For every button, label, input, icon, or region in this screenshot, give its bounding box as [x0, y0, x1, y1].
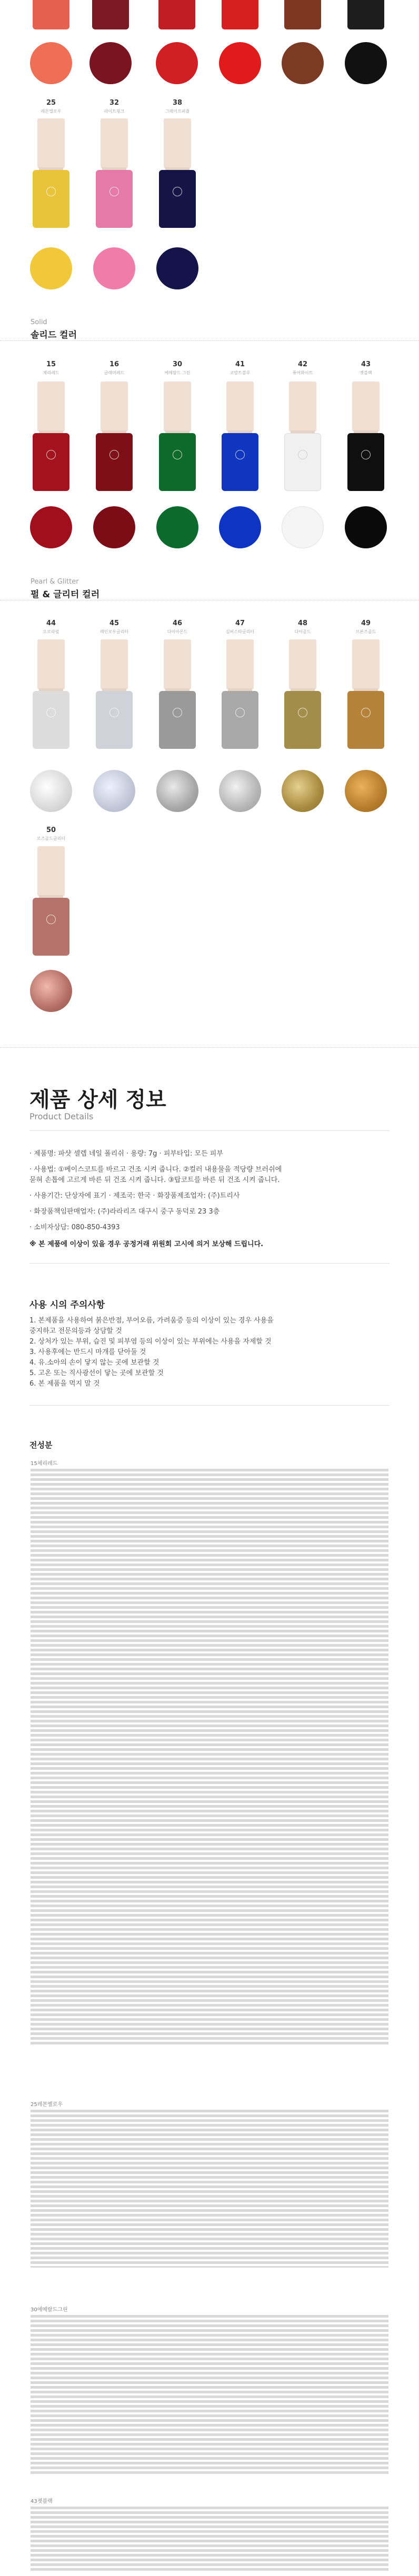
swatch-44 — [30, 770, 72, 812]
swatch-50 — [30, 970, 72, 1012]
product-name: 코발트블루 — [230, 370, 251, 375]
detail-line: · 사용법: ①베이스코트를 바르고 건조 시켜 줍니다. ②컬러 내용물을 적당량 브러쉬에 — [29, 1166, 282, 1174]
bottle-top-5 — [284, 0, 321, 29]
product-number: 32 — [109, 99, 119, 107]
bottle-44 — [33, 639, 69, 749]
caution-title: 사용 시의 주의사항 — [29, 1300, 105, 1310]
section-subtitle: Pearl & Glitter — [31, 578, 79, 586]
bottle-32 — [96, 118, 133, 228]
product-number: 49 — [361, 619, 371, 627]
bottle-47 — [222, 639, 258, 749]
bottle-45 — [96, 639, 133, 749]
swatch-45 — [93, 770, 135, 812]
swatch-41 — [219, 506, 261, 548]
product-name: 젯블랙 — [360, 370, 372, 375]
ingredient-group-label: 15체리레드 — [31, 1461, 58, 1467]
swatch-16 — [93, 506, 135, 548]
swatch-top-4 — [219, 42, 261, 84]
swatch-top-2 — [89, 42, 132, 84]
bottle-30 — [159, 382, 196, 491]
divider — [0, 340, 419, 341]
ingredient-group-label: 25레몬옐로우 — [31, 2102, 63, 2108]
detail-line: 묻혀 손톱에 고르게 바른 뒤 건조 시켜 줍니다. ③탑코트를 바른 뒤 건조 시켜 줍니다. — [29, 1176, 280, 1184]
product-name: 브론즈골드 — [355, 629, 376, 634]
swatch-38 — [156, 247, 198, 289]
detail-line: · 제품명: 파샷 셀렙 네일 폴리쉬 · 용량: 7g · 피부타입: 모든 피부 — [29, 1150, 223, 1158]
bottle-42 — [284, 382, 321, 491]
product-number: 47 — [235, 619, 245, 627]
section-subtitle: Solid — [31, 318, 47, 326]
divider — [0, 1047, 419, 1048]
ingredient-group-label: 43젯블랙 — [31, 2499, 53, 2504]
product-number: 41 — [235, 360, 245, 368]
product-number: 30 — [172, 360, 183, 368]
bottle-top-6 — [347, 0, 384, 29]
bottle-50 — [33, 846, 69, 956]
detail-line: · 사용기간: 단상자에 표기 · 제조국: 한국 · 화장품제조업자: (주)트리사 — [29, 1192, 240, 1200]
product-number: 38 — [172, 99, 183, 107]
product-name: 에메랄드 그린 — [164, 370, 191, 375]
swatch-15 — [30, 506, 72, 548]
product-name: 레인보우글리터 — [99, 629, 129, 634]
ingredients-title: 전성분 — [29, 1440, 53, 1450]
bottle-25 — [33, 118, 69, 228]
ingredient-group-label: 30에메랄드그린 — [31, 2307, 68, 2313]
product-name: 퓨어화이트 — [292, 370, 313, 375]
product-number: 43 — [361, 360, 371, 368]
product-number: 48 — [297, 619, 308, 627]
swatch-top-6 — [345, 42, 387, 84]
caution-item: 1. 본제품을 사용하여 붉은반점, 부어오름, 가려움증 등의 이상이 있는 경우 사용을 — [29, 1317, 274, 1325]
product-number: 44 — [46, 619, 56, 627]
swatch-top-3 — [156, 42, 198, 84]
bottle-top-2 — [92, 0, 129, 29]
ingredient-text — [31, 2110, 388, 2268]
ingredient-group — [31, 2100, 388, 2268]
bottle-43 — [347, 382, 384, 491]
ingredient-group — [31, 1459, 388, 2045]
product-number: 42 — [297, 360, 308, 368]
ingredient-group — [31, 2305, 388, 2475]
section-title: 솔리드 컬러 — [31, 330, 77, 340]
caution-item: 2. 상처가 있는 부위, 습진 및 피부염 등의 이상이 있는 부위에는 사용을 자제할 것 — [29, 1338, 272, 1346]
product-name: 라이트핑크 — [104, 109, 125, 114]
product-number: 45 — [109, 619, 119, 627]
detail-line: · 화장품책임판매업자: (주)라라리즈 대구시 중구 동덕로 23 3층 — [29, 1208, 220, 1216]
ingredient-group — [31, 2497, 388, 2572]
ingredient-text — [31, 2507, 388, 2572]
bottle-16 — [96, 382, 133, 491]
divider — [29, 1263, 390, 1264]
swatch-30 — [156, 506, 198, 548]
bottle-48 — [284, 639, 321, 749]
product-name: 체리레드 — [43, 370, 59, 375]
caution-item: 중지하고 전문의등과 상담할 것 — [29, 1327, 122, 1335]
details-subtitle: Product Details — [29, 1111, 94, 1121]
product-number: 15 — [46, 360, 56, 368]
swatch-48 — [282, 770, 324, 812]
divider — [29, 1405, 390, 1406]
ingredient-text — [31, 1469, 388, 2045]
swatch-47 — [219, 770, 261, 812]
bottle-49 — [347, 639, 384, 749]
bottle-top-1 — [33, 0, 69, 29]
product-number: 25 — [46, 99, 56, 107]
detail-line: · 소비자상담: 080-850-4393 — [29, 1224, 120, 1231]
detail-notice: ※ 본 제품에 이상이 있을 경우 공정거래 위원회 고시에 의거 보상해 드립니다. — [29, 1240, 264, 1248]
details-title: 제품 상세 정보 — [29, 1088, 166, 1112]
product-number: 16 — [109, 360, 119, 368]
swatch-43 — [345, 506, 387, 548]
bottle-top-3 — [158, 0, 195, 29]
caution-item: 4. 유.소아의 손이 닿지 않는 곳에 보관할 것 — [29, 1359, 159, 1367]
swatch-top-5 — [282, 42, 324, 84]
bottle-41 — [222, 382, 258, 491]
swatch-46 — [156, 770, 198, 812]
bottle-15 — [33, 382, 69, 491]
bottle-46 — [159, 639, 196, 749]
product-name: 오로라펄 — [43, 629, 59, 634]
product-number: 50 — [46, 826, 56, 834]
product-name: 실버스타글리터 — [225, 629, 255, 634]
swatch-top-1 — [30, 42, 72, 84]
divider — [29, 1130, 390, 1131]
product-name: 로즈골드글리터 — [36, 836, 66, 841]
product-name: 글래머레드 — [104, 370, 125, 375]
swatch-42 — [282, 506, 324, 548]
ingredient-text — [31, 2315, 388, 2475]
product-name: 다이골드 — [294, 629, 311, 634]
bottle-38 — [159, 118, 196, 228]
swatch-25 — [30, 247, 72, 289]
product-name: 그레이프퍼플 — [165, 109, 190, 114]
caution-item: 5. 고온 또는 직사광선이 닿는 곳에 보관할 것 — [29, 1369, 164, 1377]
product-name: 레몬엘로우 — [41, 109, 62, 114]
product-name: 다이아몬드 — [167, 629, 188, 634]
caution-item: 6. 본 제품을 먹지 말 것 — [29, 1380, 100, 1388]
swatch-49 — [345, 770, 387, 812]
swatch-32 — [93, 247, 135, 289]
bottle-top-4 — [222, 0, 258, 29]
product-number: 46 — [172, 619, 183, 627]
section-title: 펄 & 글리터 컬러 — [31, 589, 100, 600]
caution-item: 3. 사용후에는 반드시 마개를 닫아둘 것 — [29, 1348, 146, 1356]
